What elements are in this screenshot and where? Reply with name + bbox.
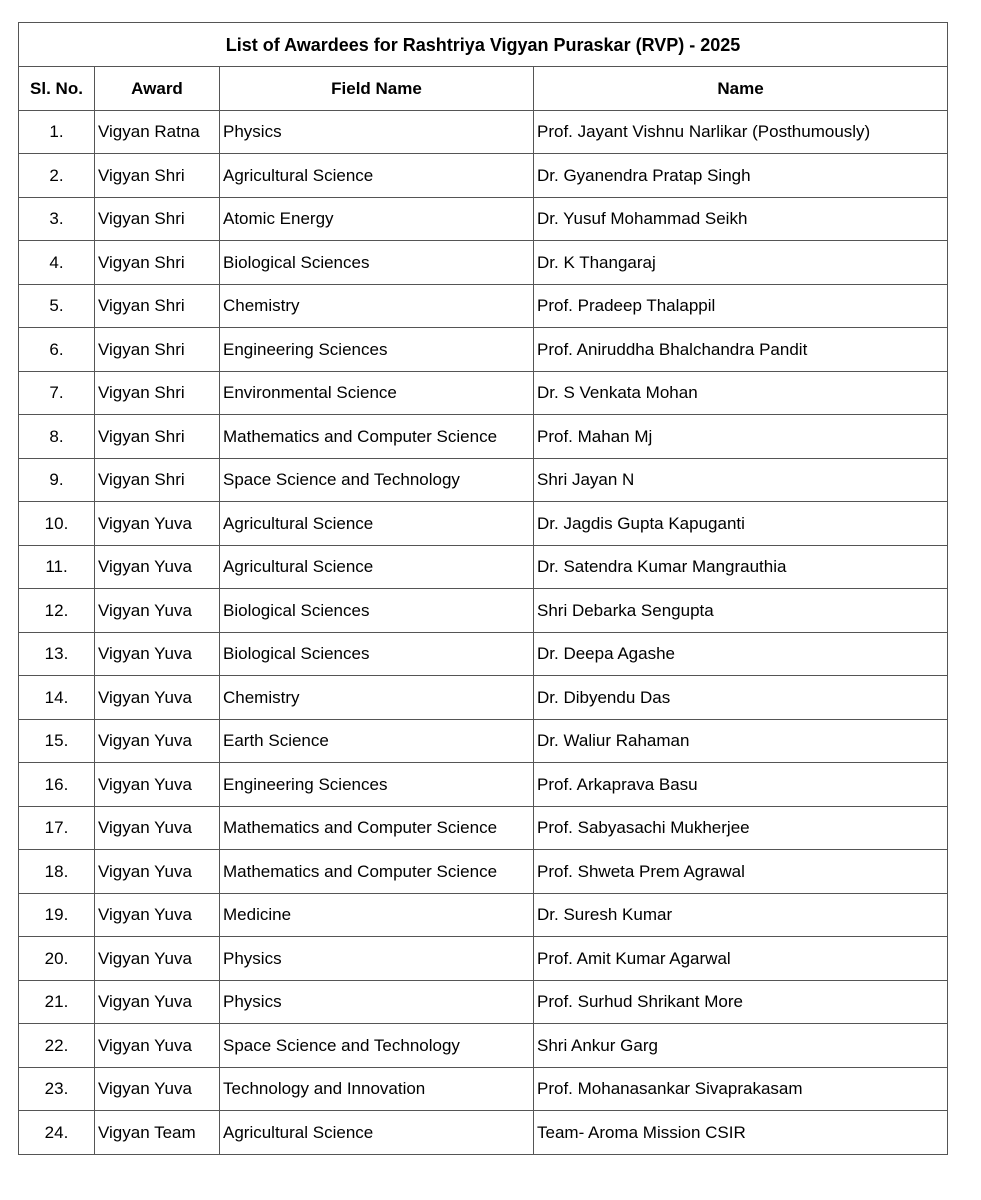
- cell-sl-no: 22.: [19, 1024, 95, 1068]
- cell-award: Vigyan Shri: [95, 154, 220, 198]
- cell-award: Vigyan Yuva: [95, 806, 220, 850]
- cell-award: Vigyan Shri: [95, 371, 220, 415]
- cell-name: Prof. Aniruddha Bhalchandra Pandit: [534, 328, 948, 372]
- cell-name: Prof. Amit Kumar Agarwal: [534, 937, 948, 981]
- cell-name: Prof. Mahan Mj: [534, 415, 948, 459]
- cell-name: Dr. S Venkata Mohan: [534, 371, 948, 415]
- table-row: [19, 632, 948, 676]
- cell-award: Vigyan Yuva: [95, 763, 220, 807]
- table-row: [19, 328, 948, 372]
- cell-award: Vigyan Ratna: [95, 110, 220, 154]
- cell-name: Dr. Yusuf Mohammad Seikh: [534, 197, 948, 241]
- cell-field-name: Mathematics and Computer Science: [220, 806, 534, 850]
- table-row: [19, 893, 948, 937]
- cell-sl-no: 14.: [19, 676, 95, 720]
- cell-sl-no: 12.: [19, 589, 95, 633]
- cell-sl-no: 3.: [19, 197, 95, 241]
- table-row: [19, 719, 948, 763]
- cell-sl-no: 10.: [19, 502, 95, 546]
- cell-field-name: Agricultural Science: [220, 502, 534, 546]
- table-row: [19, 1111, 948, 1155]
- cell-award: Vigyan Shri: [95, 328, 220, 372]
- table-row: [19, 458, 948, 502]
- cell-award: Vigyan Yuva: [95, 850, 220, 894]
- cell-sl-no: 19.: [19, 893, 95, 937]
- cell-field-name: Chemistry: [220, 284, 534, 328]
- cell-name: Prof. Shweta Prem Agrawal: [534, 850, 948, 894]
- table-row: [19, 850, 948, 894]
- cell-sl-no: 4.: [19, 241, 95, 285]
- table-row: [19, 589, 948, 633]
- table-row: [19, 415, 948, 459]
- title-row: [19, 23, 948, 67]
- cell-name: Prof. Mohanasankar Sivaprakasam: [534, 1067, 948, 1111]
- cell-award: Vigyan Shri: [95, 241, 220, 285]
- cell-award: Vigyan Yuva: [95, 719, 220, 763]
- cell-name: Prof. Arkaprava Basu: [534, 763, 948, 807]
- table-row: [19, 197, 948, 241]
- cell-name: Prof. Pradeep Thalappil: [534, 284, 948, 328]
- cell-sl-no: 24.: [19, 1111, 95, 1155]
- cell-field-name: Physics: [220, 980, 534, 1024]
- table-row: [19, 110, 948, 154]
- table-row: [19, 371, 948, 415]
- table-row: [19, 1067, 948, 1111]
- table-row: [19, 241, 948, 285]
- cell-name: Shri Debarka Sengupta: [534, 589, 948, 633]
- cell-name: Dr. Satendra Kumar Mangrauthia: [534, 545, 948, 589]
- cell-name: Dr. Deepa Agashe: [534, 632, 948, 676]
- cell-sl-no: 21.: [19, 980, 95, 1024]
- cell-field-name: Environmental Science: [220, 371, 534, 415]
- cell-award: Vigyan Yuva: [95, 980, 220, 1024]
- cell-award: Vigyan Team: [95, 1111, 220, 1155]
- table-row: [19, 154, 948, 198]
- cell-name: Dr. Suresh Kumar: [534, 893, 948, 937]
- cell-field-name: Agricultural Science: [220, 1111, 534, 1155]
- cell-field-name: Mathematics and Computer Science: [220, 415, 534, 459]
- table-row: [19, 502, 948, 546]
- table-row: [19, 1024, 948, 1068]
- table-row: [19, 676, 948, 720]
- cell-sl-no: 6.: [19, 328, 95, 372]
- cell-award: Vigyan Shri: [95, 415, 220, 459]
- cell-award: Vigyan Yuva: [95, 893, 220, 937]
- cell-award: Vigyan Yuva: [95, 632, 220, 676]
- cell-field-name: Earth Science: [220, 719, 534, 763]
- cell-sl-no: 15.: [19, 719, 95, 763]
- cell-award: Vigyan Yuva: [95, 502, 220, 546]
- header-award: Award: [95, 67, 220, 111]
- header-sl-no: Sl. No.: [19, 67, 95, 111]
- awardees-document: [18, 22, 948, 1155]
- cell-award: Vigyan Yuva: [95, 937, 220, 981]
- cell-field-name: Chemistry: [220, 676, 534, 720]
- cell-sl-no: 7.: [19, 371, 95, 415]
- cell-name: Dr. Gyanendra Pratap Singh: [534, 154, 948, 198]
- table-title: List of Awardees for Rashtriya Vigyan Puraskar (RVP) - 2025: [19, 23, 948, 67]
- table-body: [19, 110, 948, 1154]
- header-field-name: Field Name: [220, 67, 534, 111]
- cell-field-name: Medicine: [220, 893, 534, 937]
- cell-sl-no: 8.: [19, 415, 95, 459]
- cell-award: Vigyan Yuva: [95, 589, 220, 633]
- cell-sl-no: 23.: [19, 1067, 95, 1111]
- cell-award: Vigyan Yuva: [95, 676, 220, 720]
- cell-sl-no: 16.: [19, 763, 95, 807]
- cell-field-name: Biological Sciences: [220, 241, 534, 285]
- cell-field-name: Atomic Energy: [220, 197, 534, 241]
- cell-name: Dr. Dibyendu Das: [534, 676, 948, 720]
- cell-field-name: Engineering Sciences: [220, 763, 534, 807]
- cell-sl-no: 13.: [19, 632, 95, 676]
- cell-field-name: Technology and Innovation: [220, 1067, 534, 1111]
- cell-award: Vigyan Shri: [95, 284, 220, 328]
- table-row: [19, 806, 948, 850]
- table-row: [19, 545, 948, 589]
- cell-field-name: Agricultural Science: [220, 154, 534, 198]
- cell-award: Vigyan Shri: [95, 458, 220, 502]
- header-name: Name: [534, 67, 948, 111]
- cell-sl-no: 11.: [19, 545, 95, 589]
- cell-sl-no: 18.: [19, 850, 95, 894]
- cell-field-name: Engineering Sciences: [220, 328, 534, 372]
- cell-award: Vigyan Yuva: [95, 1024, 220, 1068]
- table-row: [19, 284, 948, 328]
- cell-name: Prof. Surhud Shrikant More: [534, 980, 948, 1024]
- cell-field-name: Biological Sciences: [220, 589, 534, 633]
- cell-name: Dr. K Thangaraj: [534, 241, 948, 285]
- header-row: [19, 67, 948, 111]
- cell-award: Vigyan Shri: [95, 197, 220, 241]
- cell-field-name: Agricultural Science: [220, 545, 534, 589]
- cell-sl-no: 1.: [19, 110, 95, 154]
- cell-name: Dr. Jagdis Gupta Kapuganti: [534, 502, 948, 546]
- cell-name: Prof. Jayant Vishnu Narlikar (Posthumously): [534, 110, 948, 154]
- cell-field-name: Space Science and Technology: [220, 458, 534, 502]
- cell-award: Vigyan Yuva: [95, 545, 220, 589]
- cell-field-name: Mathematics and Computer Science: [220, 850, 534, 894]
- cell-name: Shri Jayan N: [534, 458, 948, 502]
- cell-name: Dr. Waliur Rahaman: [534, 719, 948, 763]
- cell-name: Prof. Sabyasachi Mukherjee: [534, 806, 948, 850]
- cell-sl-no: 2.: [19, 154, 95, 198]
- table-row: [19, 937, 948, 981]
- table-row: [19, 980, 948, 1024]
- cell-sl-no: 9.: [19, 458, 95, 502]
- cell-name: Shri Ankur Garg: [534, 1024, 948, 1068]
- cell-field-name: Space Science and Technology: [220, 1024, 534, 1068]
- cell-sl-no: 5.: [19, 284, 95, 328]
- cell-sl-no: 20.: [19, 937, 95, 981]
- cell-field-name: Biological Sciences: [220, 632, 534, 676]
- awardees-table: [18, 22, 948, 1155]
- cell-field-name: Physics: [220, 937, 534, 981]
- table-row: [19, 763, 948, 807]
- cell-field-name: Physics: [220, 110, 534, 154]
- cell-sl-no: 17.: [19, 806, 95, 850]
- cell-award: Vigyan Yuva: [95, 1067, 220, 1111]
- cell-name: Team- Aroma Mission CSIR: [534, 1111, 948, 1155]
